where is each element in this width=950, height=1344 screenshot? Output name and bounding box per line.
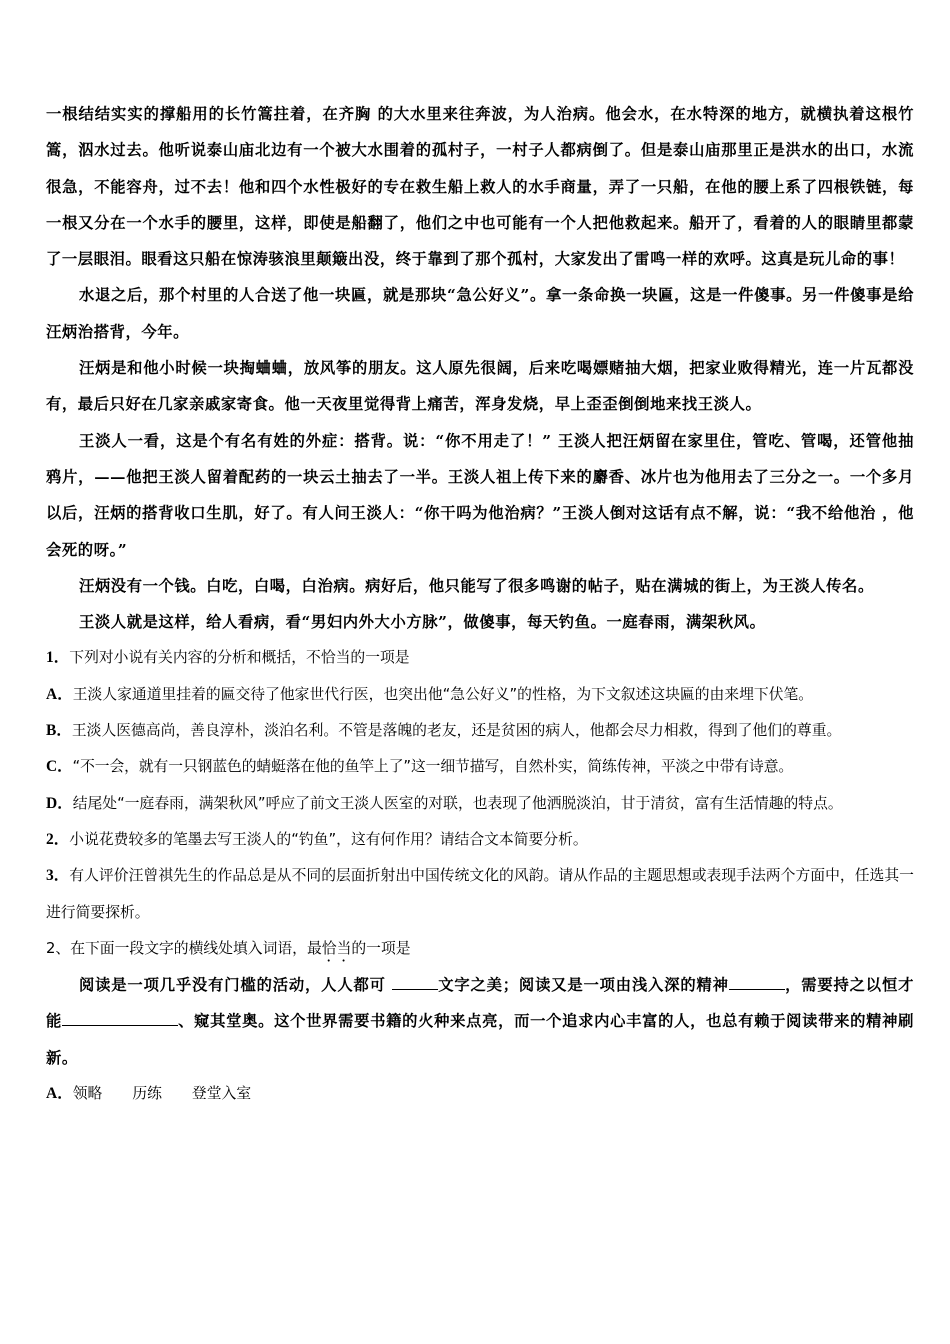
section-2-stem-before: 2、在下面一段文字的横线处填入词语，最 [46, 939, 322, 957]
option-c-text: “不一会，就有一只钢蓝色的蜻蜓落在他的鱼竿上了”这一细节描写，自然朴实，简练传神，平淡之中带有诗意。 [72, 758, 794, 776]
option-a-text: 王淡人家通道里挂着的匾交待了他家世代行医，也突出他“急公好义”的性格，为下文叙述这块匾的由来埋下伏笔。 [72, 685, 814, 703]
option-d [46, 786, 914, 822]
question-2 [46, 822, 914, 858]
option-b-text: 王淡人医德高尚，善良淳朴，淡泊名利。不管是落魄的老友，还是贫困的病人，他都会尽力相救，得到了他们的尊重。 [71, 722, 842, 740]
section-2-passage [46, 967, 914, 1076]
option-b-label: B． [46, 722, 72, 740]
passage-part-1: 阅读是一项几乎没有门槛的活动，人人都可 [79, 976, 392, 995]
option-a [46, 677, 914, 713]
story-paragraph-2: 水退之后，那个村里的人合送了他一块匾，就是那块“急公好义”。拿一条命换一块匾，这是一件傻事。另一件傻事是给汪炳治搭背，今年。 [46, 286, 914, 341]
story-paragraph-5: 汪炳没有一个钱。白吃，白喝，白治病。病好后，他只能写了很多鸣谢的帖子，贴在满城的街上，为王淡人传名。 [79, 576, 874, 595]
section-2-option-a [46, 1076, 914, 1112]
question-1-number: 1． [46, 649, 70, 667]
story-paragraph-1: 一根结结实实的撑船用的长竹篙拄着，在齐胸 的大水里来往奔波，为人治病。他会水，在水特深的地方，就横执着这根竹篙，泅水过去。他听说泰山庙北边有一个被大水围着的孤村子，一村子人都病倒了。但是泰山庙那里正是洪水的出口，水流很急，不能容舟，过不去！他和四个水性极好的专在救生船上救人的水手商量，弄了一只船，在他的腰上系了四根铁链，每一根又分在一个水手的腰里，这样，即使是船翻了，他们之中也可能有一个人把他救起来。船开了，看着的人的眼睛里都蒙了一层眼泪。眼看这只船在惊涛骇浪里颠簸出没，终于靠到了那个孤村，大家发出了雷鸣一样的欢呼。这真是玩儿命的事！ [46, 105, 914, 269]
option-a-word-1: 领略 [72, 1085, 103, 1103]
option-a-word-2: 历练 [132, 1085, 162, 1103]
question-2-number: 2． [46, 830, 70, 848]
story-paragraph-4: 王淡人一看，这是个有名有姓的外症：搭背。说：“你不用走了！” 王淡人把汪炳留在家里住，管吃、管喝，还管他抽鸦片，——他把王淡人留着配药的一块云土抽去了一半。王淡人祖上传下来的麝香、冰片也为他用去了三分之一。一个多月以后，汪炳的搭背收口生肌，好了。有人问王淡人：“你干吗为他治病？”王淡人倒对这话有点不解，说：“我不给他治 ，他会死的呀。” [46, 431, 914, 559]
option-a-word-3: 登堂入室 [191, 1085, 252, 1103]
question-2-text: 小说花费较多的笔墨去写王淡人的“钓鱼”，这有何作用？请结合文本简要分析。 [69, 830, 588, 848]
fill-blank-3 [62, 1010, 178, 1026]
document-page [46, 96, 914, 1112]
question-1 [46, 640, 914, 676]
story-paragraph-6: 王淡人就是这样，给人看病，看“男妇内外大小方脉”，做傻事，每天钓鱼。一庭春雨，满架秋风。 [79, 613, 766, 632]
section-2-stem [46, 931, 914, 967]
section-2-stem-emphasis: 恰当 [321, 939, 352, 957]
passage-part-2: 文字之美；阅读又是一项由浅入深的精神 [437, 976, 729, 995]
option-a-label: A． [46, 685, 73, 703]
question-3-number: 3． [46, 867, 70, 885]
story-paragraph-3: 汪炳是和他小时候一块掏蛐蛐，放风筝的朋友。这人原先很阔，后来吃喝嫖赌抽大烟，把家业败得精光，连一片瓦都没有，最后只好在几家亲戚家寄食。他一天夜里觉得背上痛苦，浑身发烧，早上歪歪倒倒地来找王淡人。 [46, 359, 914, 414]
fill-blank-2 [729, 974, 785, 990]
question-3 [46, 858, 914, 931]
question-3-text: 有人评价汪曾祺先生的作品总是从不同的层面折射出中国传统文化的风韵。请从作品的主题思想或表现手法两个方面中，任选其一进行简要探析。 [46, 867, 914, 921]
fill-blank-1 [392, 974, 438, 990]
option-c-label: C． [46, 758, 73, 776]
section-2-option-a-label: A． [46, 1085, 73, 1103]
question-1-text: 下列对小说有关内容的分析和概括，不恰当的一项是 [69, 649, 410, 667]
option-d-text: 结尾处“一庭春雨，满架秋风”呼应了前文王淡人医室的对联，也表现了他洒脱淡泊，甘于清贫，富有生活情趣的特点。 [72, 794, 843, 812]
option-c [46, 749, 914, 785]
option-d-label: D． [46, 794, 73, 812]
passage-part-4: 、窥其堂奥。这个世界需要书籍的火种来点亮，而一个追求内心丰富的人，也总有赖于阅读带来的精神刷新。 [46, 1012, 914, 1067]
passage-part-3: ，需要持之以恒才能 [46, 976, 914, 1031]
option-b [46, 713, 914, 749]
section-2-stem-after: 的一项是 [351, 939, 411, 957]
